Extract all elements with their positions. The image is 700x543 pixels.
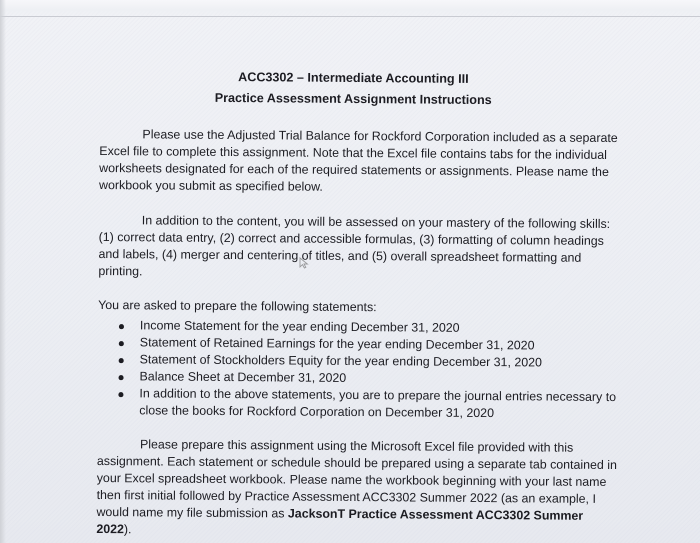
bullet-icon bbox=[119, 358, 124, 363]
list-item bbox=[117, 385, 622, 423]
bullet-icon bbox=[119, 324, 124, 329]
document-title-course: ACC3302 – Intermediate Accounting III bbox=[238, 70, 469, 86]
intro-paragraph: Please use the Adjusted Trial Balance for Rockford Corporation included as a separate Excel file to complete this assignment. Note that the Excel file contains tabs for the individual worksheets designated for each of the required statements or assignments. Please name the workbook you submit as specified below. bbox=[99, 127, 618, 194]
document-title-instructions: Practice Assessment Assignment Instructions bbox=[214, 90, 492, 108]
submission-end: ). bbox=[123, 522, 132, 537]
bullet-icon bbox=[119, 341, 124, 346]
paper-left-edge bbox=[0, 0, 6, 543]
list-item-text: Income Statement for the year ending December 31, 2020 bbox=[139, 318, 460, 335]
statements-intro: You are asked to prepare the following statements: bbox=[98, 297, 377, 315]
list-item-text: Balance Sheet at December 31, 2020 bbox=[139, 369, 347, 385]
list-item-text: Statement of Stockholders Equity for the year ending December 31, 2020 bbox=[139, 352, 542, 370]
statements-list bbox=[97, 317, 623, 423]
bullet-icon bbox=[118, 392, 123, 397]
assignment-document bbox=[96, 66, 625, 542]
bullet-icon bbox=[119, 375, 124, 380]
list-item-text: In addition to the above statements, you are to prepare the journal entries necessary to close the books for Rockford Corporation on December 31, 2020 bbox=[139, 386, 617, 421]
paper-top-edge bbox=[0, 0, 700, 17]
submission-paragraph bbox=[96, 436, 622, 542]
submission-text: Please prepare this assignment using the Microsoft Excel file provided with this assignment. Each statement or schedule should be prepared using a separate tab contained in your Excel spreadsheet workbook. Please name the workbook beginning with your last name then first initial followed by Practice Assessment ACC3302 Summer 2022 (as an example, I would name my file submission as bbox=[96, 437, 617, 521]
mouse-cursor-icon bbox=[299, 257, 309, 269]
list-item-text: Statement of Retained Earnings for the year ending December 31, 2020 bbox=[139, 335, 535, 353]
skills-paragraph: In addition to the content, you will be assessed on your mastery of the following skills: (1) correct data entry, (2) correct and accessible formulas, (3) formatting of column headings and labels, (4) merger and centering of titles, and (5) overall spreadsheet formatting and printing. bbox=[98, 213, 611, 279]
example-filename: JacksonT Practice Assessment ACC3302 Summer 2022 bbox=[96, 506, 584, 537]
